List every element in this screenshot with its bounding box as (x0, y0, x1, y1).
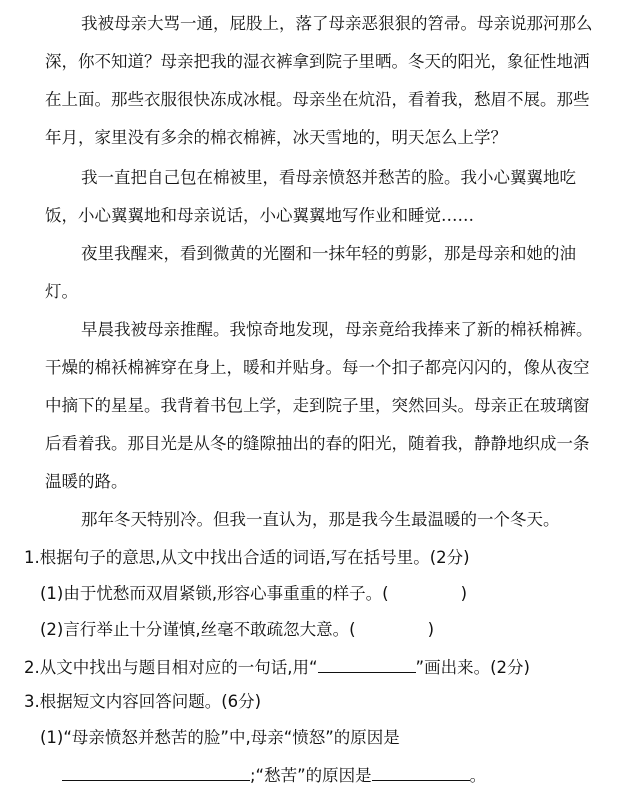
question-3-title: 3.根据短文内容回答问题。(6分) (24, 692, 262, 711)
passage-line: 后看着我。那目光是从冬的缝隙抽出的春的阳光，随着我，静静地织成一条 (45, 434, 590, 453)
question-1-1-text: (1)由于忧愁而双眉紧锁,形容心事重重的样子。( (40, 584, 389, 603)
passage-line: 早晨我被母亲推醒。我惊奇地发现，母亲竟给我捧来了新的棉袄棉裤。 (81, 320, 593, 339)
question-2-text-end: ”画出来。(2分) (415, 658, 530, 677)
passage-line: 干燥的棉袄棉裤穿在身上，暖和并贴身。每一个扣子都亮闪闪的，像从夜空 (45, 358, 590, 377)
question-1-2-close: ) (427, 620, 434, 639)
passage-line: 深，你不知道？母亲把我的湿衣裤拿到院子里晒。冬天的阳光，象征性地洒 (45, 52, 590, 71)
passage-line: 灯。 (45, 282, 78, 301)
passage-line: 我一直把自己包在棉被里，看母亲愤怒并愁苦的脸。我小心翼翼地吃 (81, 168, 576, 187)
passage-line: 中摘下的星星。我背着书包上学，走到院子里，突然回头。母亲正在玻璃窗 (45, 396, 590, 415)
passage-line: 在上面。那些衣服很快冻成冰棍。母亲坐在炕沿，看着我，愁眉不展。那些 (45, 90, 590, 109)
answer-blank-3-1-anger[interactable] (62, 764, 250, 781)
question-3-1: (1)“母亲愤怒并愁苦的脸”中,母亲“愤怒”的原因是 (40, 728, 400, 747)
question-2-text: 2.从文中找出与题目相对应的一句话,用“ (24, 658, 318, 677)
passage-line: 温暖的路。 (45, 472, 128, 491)
question-1-2 (40, 620, 434, 640)
question-3-1-end: 。 (469, 766, 487, 785)
answer-blank-2[interactable] (318, 656, 416, 673)
passage-line: 我被母亲大骂一通，屁股上，落了母亲恶狠狠的笤帚。母亲说那河那么 (81, 14, 593, 33)
passage-line: 那年冬天特别冷。但我一直认为，那是我今生最温暖的一个冬天。 (81, 510, 560, 529)
question-3-1-answer-line (62, 764, 486, 786)
question-1-1 (40, 584, 467, 604)
answer-blank-3-1-worry[interactable] (372, 764, 470, 781)
passage-line: 饭，小心翼翼地和母亲说话，小心翼翼地写作业和睡觉…… (45, 206, 474, 225)
passage-line: 年月，家里没有多余的棉衣棉裤，冰天雪地的，明天怎么上学？ (45, 128, 507, 147)
question-1-1-close: ) (460, 584, 467, 603)
question-2 (24, 656, 530, 678)
question-3-1-mid: ;“愁苦”的原因是 (250, 766, 372, 785)
question-1-2-text: (2)言行举止十分谨慎,丝毫不敢疏忽大意。( (40, 620, 356, 639)
passage-line: 夜里我醒来，看到微黄的光圈和一抹年轻的剪影，那是母亲和她的油 (81, 244, 576, 263)
question-1-title: 1.根据句子的意思,从文中找出合适的词语,写在括号里。(2分) (24, 548, 470, 567)
